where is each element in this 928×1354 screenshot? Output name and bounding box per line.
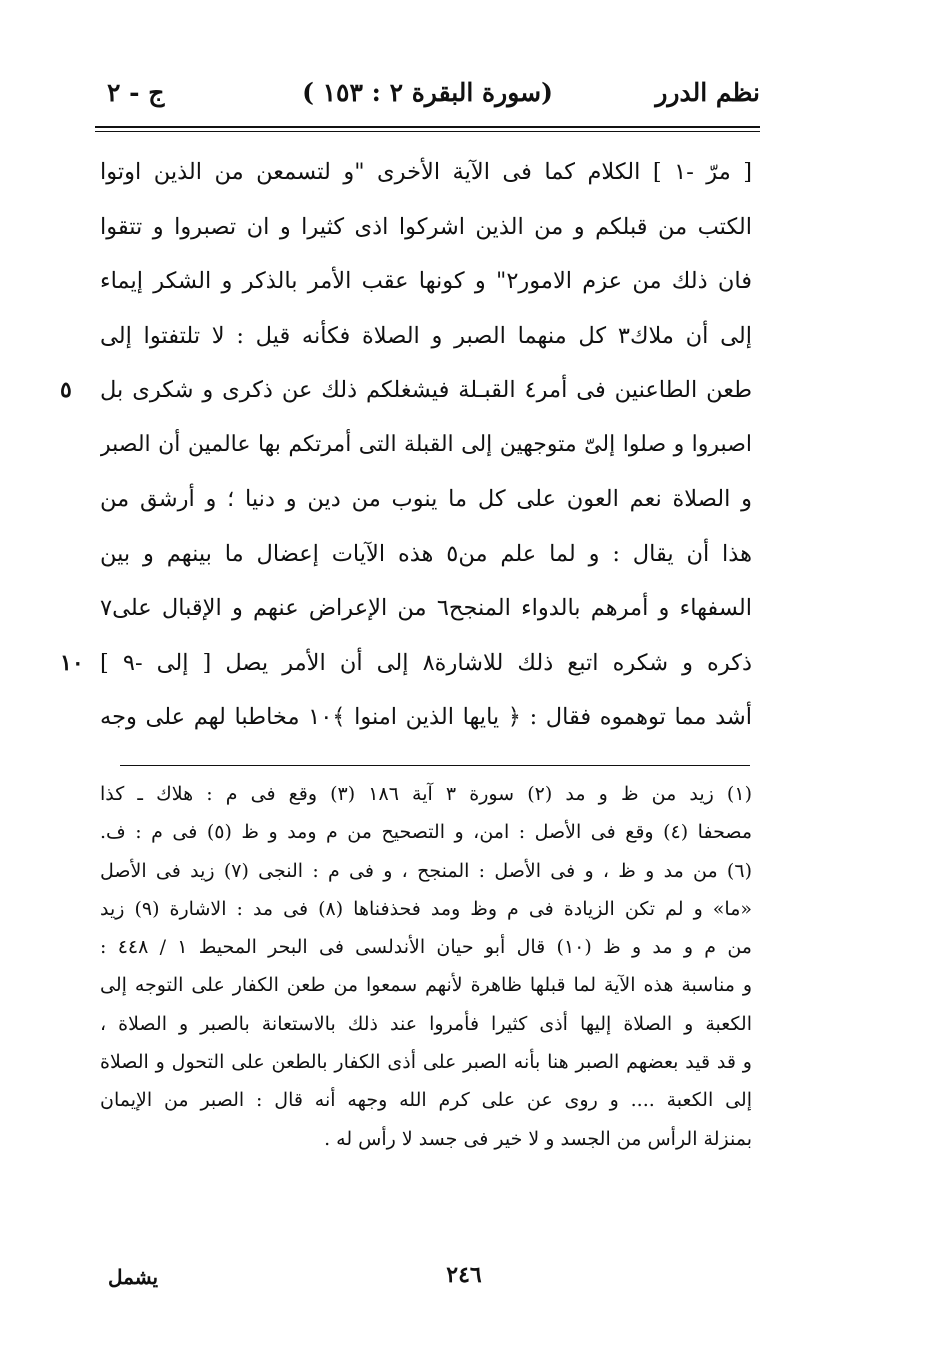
line-text: فان ذلك من عزم الامور٢" و كونها عقب الأمر بالذكر و الشكر إيماء: [100, 268, 752, 294]
text-line: [100, 418, 752, 473]
footnote-line: (٦) من مد و ظ ، و فى الأصل : المنجح ، و فى م : النجى (٧) زيد فى الأصل: [100, 859, 752, 882]
footnote-line: من م و مد و ظ (١٠) قال أبو حيان الأندلسى فى البحر المحيط ١ / ٤٤٨ :: [100, 936, 752, 959]
text-line: [60, 363, 752, 418]
line-text: [ مرّ -١ ] الكلام كما فى الآية الأخرى "و لتسمعن من الذين اوتوا: [100, 159, 752, 185]
book-title: نظم الدرر: [655, 78, 760, 107]
page-number: ٢٤٦: [446, 1262, 482, 1288]
line-text: ذكره و شكره اتبع ذلك للاشارة٨ إلى أن الأمر يصل [ إلى -٩ ]: [100, 649, 752, 676]
line-text: إلى أن ملاك٣ كل منهما الصبر و الصلاة فكأنه قيل : لا تلتفتوا إلى: [100, 322, 752, 349]
text-line: [100, 254, 752, 309]
text-line: [60, 636, 752, 691]
line-text: الكتب من قبلكم و من الذين اشركوا اذى كثيرا و ان تصبروا و تتقوا: [100, 213, 752, 240]
line-number: ٥: [60, 377, 72, 403]
footnote-line: «ما» و لم تكن الزيادة فى م وظ ومد فحذفناها (٨) فى مد : الاشارة (٩) زيد: [100, 897, 752, 920]
footnote-line: (١) زيد من ظ و مد (٢) سورة ٣ آية ١٨٦ (٣) وقع فى م : هلاك ـ كذا: [100, 783, 752, 805]
text-line: [100, 690, 752, 745]
footnote-line: مصحفا (٤) وقع فى الأصل : امن، و التصحيح من م ومد و ظ (٥) فى م : ف.: [100, 821, 752, 844]
footnote-line: بمنزلة الرأس من الجسد و لا خير فى جسد لا رأس له .: [324, 1127, 752, 1150]
running-header: [95, 78, 760, 118]
line-text: اصبروا و صلوا إلىّ متوجهين إلى القبلة التى أمرتكم بها عالمين أن الصبر: [100, 431, 752, 457]
text-line: [100, 309, 752, 364]
footnotes: [100, 775, 752, 1158]
line-text: أشد مما توهموه فقال : ﴿ يايها الذين امنوا ﴾١٠ مخاطبا لهم على وجه: [100, 704, 752, 730]
text-line: [100, 200, 752, 255]
catchword: يشمل: [108, 1265, 159, 1289]
line-text: السفهاء و أمرهم بالدواء المنجح٦ من الإعراض عنهم و الإقبال على٧: [100, 595, 752, 621]
header-rule-thin: [95, 131, 760, 132]
footnote-line: و قد قيد بعضهم الصبر هنا بأنه الصبر على أذى الكفار بالطعن على التحول و الصلاة: [100, 1051, 752, 1074]
line-text: هذا أن يقال : و لما علم من٥ هذه الآيات إعضال ما بينهم و بين: [100, 540, 752, 567]
text-line: [100, 472, 752, 527]
footnote-line: إلى الكعبة .... و روى عن على كرم الله وجهه أنه قال : الصبر من الإيمان: [100, 1089, 752, 1112]
volume-number: ج - ٢: [107, 78, 165, 107]
line-number: ١٠: [60, 649, 84, 676]
text-line: [100, 581, 752, 636]
footnote-rule: [120, 765, 750, 766]
text-line: [100, 527, 752, 582]
line-text: طعن الطاعنين فى أمر٤ القبـلة فيشغلكم ذلك عن ذكرى و شكرى بل: [100, 377, 752, 403]
line-text: و الصلاة نعم العون على كل ما ينوب من دين و دنيا ؛ و أرشق من: [100, 486, 752, 512]
sura-reference: (سورة البقرة ٢ : ١٥٣ ): [302, 78, 553, 107]
main-text: [60, 145, 752, 745]
header-rule: [95, 126, 760, 128]
footnote-line: و مناسبة هذه الآية لما قبلها ظاهرة لأنهم سمعوا من طعن الكفار على التوجه إلى: [100, 974, 752, 997]
text-line: [100, 145, 752, 200]
footnote-line: الكعبة و الصلاة إليها أذى كثيرا فأمروا عند ذلك بالاستعانة بالصبر و الصلاة ،: [100, 1012, 752, 1035]
